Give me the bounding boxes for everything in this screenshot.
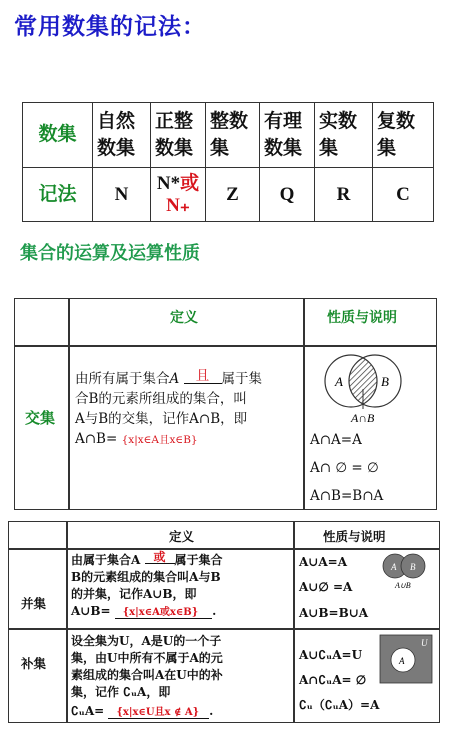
col-definition-2: 定义: [169, 529, 195, 544]
union-venn: [373, 552, 437, 592]
def-line4: A∩B= {x|x∈A且x∈B}: [75, 431, 198, 447]
union-line1: 由属于集合A 或 属于集合: [71, 550, 223, 567]
header-cell: 复数集: [373, 103, 434, 168]
def-line1: 由所有属于集合A 且 属于集: [75, 368, 263, 387]
comp-venn-u: U: [421, 638, 428, 648]
header-cell: 整数集: [206, 103, 260, 168]
notation-cell: C: [373, 167, 434, 221]
set-name-row: [23, 103, 434, 168]
notation-cell: Q: [260, 167, 315, 221]
prop-2: A∩ ∅ = ∅: [310, 460, 379, 476]
col-properties-2: 性质与说明: [323, 529, 386, 544]
intersection-table: [14, 298, 437, 510]
svg-text:A: A: [391, 562, 397, 572]
union-prop-1: A∪A=A: [299, 555, 348, 569]
union-line2: B的元素组成的集合叫A与B: [71, 570, 221, 584]
union-line3: 的并集，记作A∪B，即: [71, 587, 197, 601]
svg-text:B: B: [410, 562, 416, 572]
header-cell: 有理数集: [260, 103, 315, 168]
col-definition: 定义: [170, 310, 198, 326]
venn-label-b: B: [381, 374, 389, 389]
complement-venn: [379, 634, 433, 684]
comp-prop-3: ∁ᵤ（∁ᵤA）=A: [299, 698, 380, 712]
n-plus-notation: N₊: [166, 194, 190, 216]
comp-line1: 设全集为U，A是U的一个子: [71, 634, 222, 648]
intersection-label: 交集: [25, 409, 56, 427]
complement-label: 补集: [21, 656, 47, 671]
comp-venn-a: A: [399, 656, 405, 666]
comp-line4: 集，记作 ∁ᵤA，即: [71, 685, 171, 699]
notation-cell: N*或 N₊: [151, 167, 206, 221]
comp-line2: 集，由U中所有不属于A的元: [71, 651, 223, 665]
comp-line3: 素组成的集合叫A在U中的补: [71, 668, 223, 682]
union-label: 并集: [21, 596, 47, 611]
notation-cell: R: [315, 167, 373, 221]
union-prop-2: A∪∅ =A: [299, 580, 353, 594]
header-cell: 自然数集: [93, 103, 151, 168]
union-venn-label: A∪B: [395, 581, 411, 590]
header-cell: 实数集: [315, 103, 373, 168]
comp-prop-1: A∪∁ᵤA=U: [299, 648, 363, 662]
notation-label: 记法: [23, 167, 93, 221]
col-properties: 性质与说明: [327, 310, 397, 326]
comp-line5: ∁ᵤA= {x|x∈U且x ∉ A} .: [71, 704, 214, 718]
venn-label-a: A: [335, 374, 343, 389]
def-line2: 合B的元素所组成的集合，叫: [75, 391, 247, 407]
section-title: 集合的运算及运算性质: [20, 243, 200, 264]
notation-cell: N: [93, 167, 151, 221]
number-sets-table: [22, 102, 434, 222]
prop-3: A∩B=B∩A: [310, 488, 384, 504]
notation-cell: Z: [206, 167, 260, 221]
page-title: 常用数集的记法：: [14, 14, 206, 40]
header-cell: 数集: [23, 103, 93, 168]
union-line4: A∪B= {x|x∈A或x∈B} .: [71, 604, 217, 618]
intersection-venn: [311, 351, 431, 427]
notation-row: [23, 167, 434, 221]
union-complement-table: [8, 521, 440, 723]
header-cell: 正整数集: [151, 103, 206, 168]
comp-prop-2: A∩∁ᵤA= ∅: [299, 673, 367, 687]
union-prop-3: A∪B=B∪A: [299, 606, 369, 620]
prop-1: A∩A=A: [310, 432, 362, 448]
def-line3: A与B的交集，记作A∩B，即: [75, 411, 248, 427]
venn-label-intersection: A∩B: [351, 411, 375, 425]
